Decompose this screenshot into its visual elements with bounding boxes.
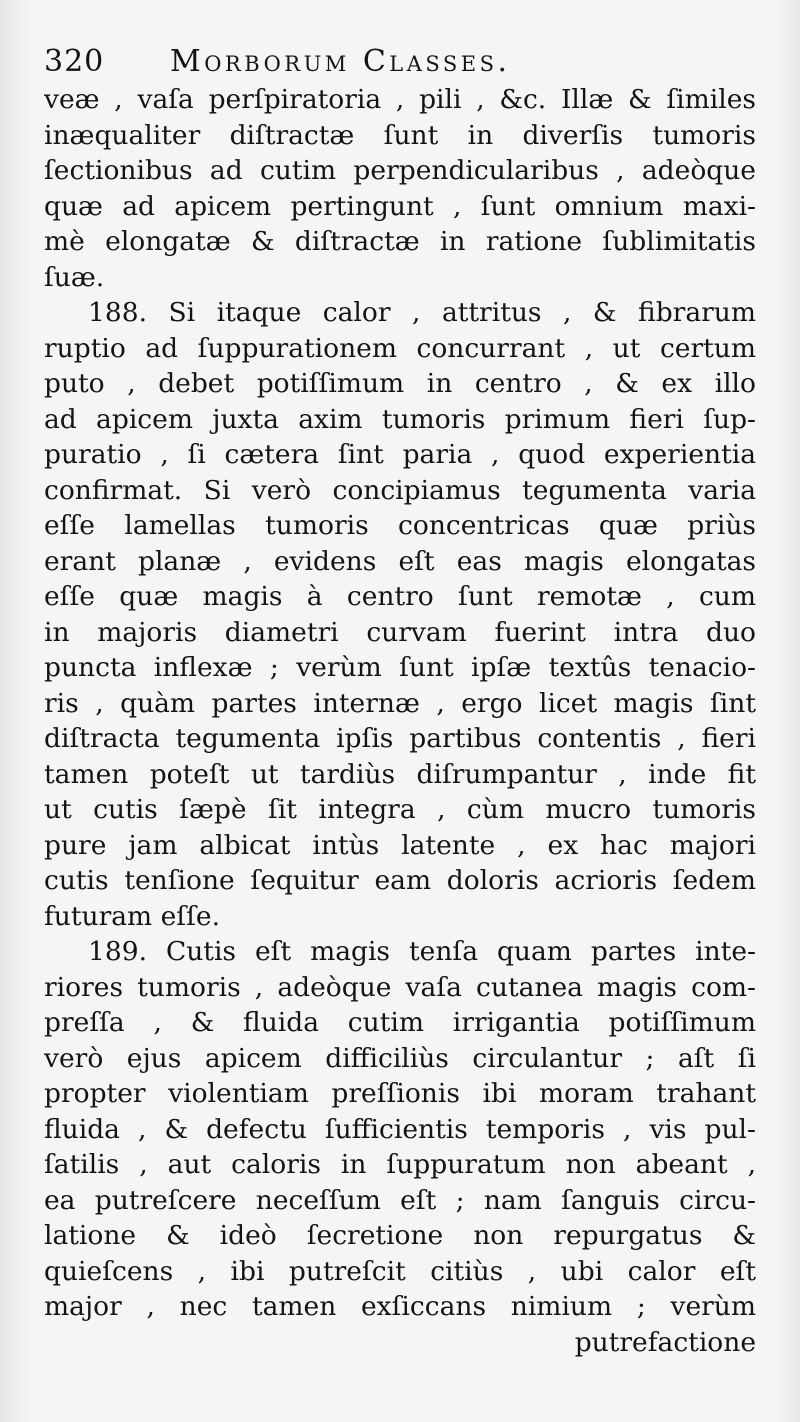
- text-line: pure jam albicat intùs latente , ex hac majori: [44, 829, 756, 861]
- text-line: puratio , ſi cætera ſint paria , quod experientia: [44, 439, 756, 470]
- running-head: Morborum Classes.: [170, 44, 511, 79]
- text-line: diſtracta tegumenta ipſis partibus contentis , fieri: [44, 723, 756, 754]
- text-line: ut cutis ſæpè ſit integra , cùm mucro tumoris: [44, 794, 756, 825]
- text-line: ſectionibus ad cutim perpendicularibus , adeòque: [44, 155, 756, 186]
- text-line: 189. Cutis eſt magis tenſa quam partes inte-: [88, 936, 756, 967]
- text-line: in majoris diametri curvam fuerint intra duo: [44, 616, 756, 648]
- text-line: cutis tenſione ſequitur eam doloris acrioris ſedem: [44, 865, 756, 896]
- text-line: major , nec tamen exſiccans nimium ; verùm: [44, 1291, 756, 1322]
- text-line: preſſa , & fluida cutim irrigantia potiſſimum: [44, 1007, 756, 1038]
- body-text: [44, 82, 756, 1360]
- text-line: riores tumoris , adeòque vaſa cutanea magis com-: [44, 971, 756, 1003]
- text-line: puto , debet potiſſimum in centro , & ex illo: [44, 368, 756, 399]
- text-line: 188. Si itaque calor , attritus , & fibrarum: [88, 297, 756, 328]
- text-line: fluida , & defectu ſufficientis temporis , vis pul-: [44, 1113, 756, 1145]
- text-line: erant planæ , evidens eſt eas magis elongatas: [44, 545, 756, 577]
- text-line: mè elongatæ & diſtractæ in ratione ſublimitatis: [44, 226, 756, 257]
- text-line: ea putreſcere neceſſum eſt ; nam ſanguis circu-: [44, 1184, 756, 1216]
- text-line: confirmat. Si verò concipiamus tegumenta varia: [44, 474, 756, 506]
- text-line: eſſe quæ magis à centro ſunt remotæ , cum: [44, 581, 756, 612]
- text-line: futuram eſſe.: [44, 900, 221, 932]
- page-number: 320: [44, 44, 105, 79]
- text-line: tamen poteſt ut tardiùs diſrumpantur , inde fit: [44, 758, 756, 790]
- text-line: ſatilis , aut caloris in ſuppuratum non abeant ,: [44, 1149, 756, 1180]
- text-line: eſſe lamellas tumoris concentricas quæ priùs: [44, 510, 756, 541]
- text-line: veæ , vaſa perſpiratoria , pili , &c. Illæ & ſimiles: [44, 84, 756, 115]
- text-line: ris , quàm partes internæ , ergo licet magis ſint: [44, 687, 756, 719]
- text-line: propter violentiam preſſionis ibi moram trahant: [44, 1078, 756, 1109]
- text-line: ad apicem juxta axim tumoris primum fieri ſup-: [44, 403, 756, 435]
- text-line: inæqualiter diſtractæ ſunt in diverſis tumoris: [44, 119, 756, 151]
- text-line: quieſcens , ibi putreſcit citiùs , ubi calor eſt: [44, 1255, 756, 1287]
- text-line: latione & ideò ſecretione non repurgatus &: [44, 1220, 756, 1251]
- text-line: ſuæ.: [44, 261, 105, 293]
- text-line: ruptio ad ſuppurationem concurrant , ut certum: [44, 332, 756, 364]
- text-line: verò ejus apicem difficiliùs circulantur ; aſt ſi: [44, 1042, 756, 1074]
- text-line: puncta inflexæ ; verùm ſunt ipſæ textûs tenacio-: [44, 652, 756, 683]
- text-line: putrefactione: [574, 1326, 756, 1358]
- page-header: [44, 42, 756, 82]
- text-line: quæ ad apicem pertingunt , ſunt omnium maxi-: [44, 190, 756, 222]
